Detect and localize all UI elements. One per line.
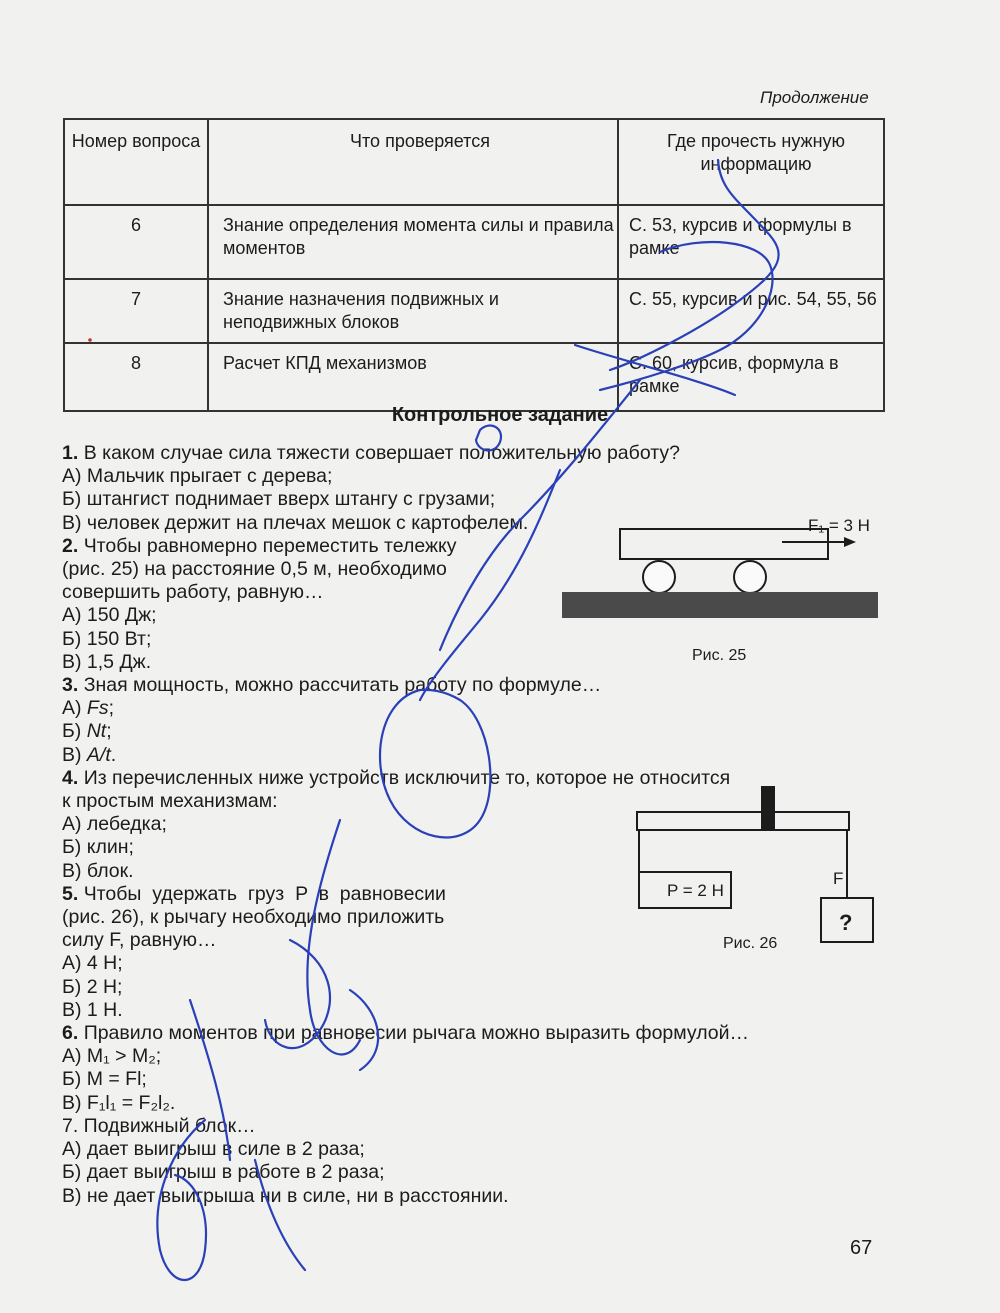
question-text: Чтобы равномерно переместить тележку xyxy=(83,534,457,557)
answer-option xyxy=(62,697,942,720)
answer-option: В) человек держит на плечах мешок с картофелем. xyxy=(62,511,529,534)
answer-option: Б) 150 Вт; xyxy=(62,627,152,650)
formula: Fs xyxy=(86,697,109,720)
formula: A/t xyxy=(86,743,111,766)
weight-label: P = 2 Н xyxy=(667,881,724,900)
row-number: 8 xyxy=(64,343,208,411)
answer-option: А) 4 Н; xyxy=(62,952,123,975)
option-label: В) xyxy=(62,743,87,766)
force-label: F xyxy=(833,869,844,888)
info-table xyxy=(63,118,885,412)
question-number: 3. xyxy=(62,674,79,697)
question-number: 2. xyxy=(62,534,79,557)
table-row xyxy=(64,343,884,411)
question-number: 4. xyxy=(62,766,79,789)
unknown-mark: ? xyxy=(839,910,853,935)
question-text-line: к простым механизмам: xyxy=(62,790,278,813)
continuation-label: Продолжение xyxy=(760,88,869,107)
answer-option xyxy=(62,744,942,767)
row-number: 7 xyxy=(64,279,208,343)
answer-option: А) Мальчик прыгает с дерева; xyxy=(62,465,333,488)
answer-option: Б) дает выигрыш в работе в 2 раза; xyxy=(62,1161,385,1184)
question-text: Зная мощность, можно рассчитать работу по формуле… xyxy=(83,674,602,697)
answer-option: А) 150 Дж; xyxy=(62,604,157,627)
question-text-line: совершить работу, равную… xyxy=(62,581,324,604)
arrow-head xyxy=(844,537,856,547)
question-text: В каком случае сила тяжести совершает положительную работу? xyxy=(83,442,680,464)
answer-option: А) M₁ > M₂; xyxy=(62,1045,162,1068)
answer-option: В) 1 Н. xyxy=(62,998,123,1021)
cart-wheel-right xyxy=(734,561,766,593)
table-header-row xyxy=(64,119,884,205)
row-what: Расчет КПД механизмов xyxy=(208,343,618,411)
figure-26 xyxy=(625,780,875,955)
question-3 xyxy=(62,674,942,697)
question-7: 7. Подвижный блок… xyxy=(62,1114,256,1137)
question-number: 5. xyxy=(62,882,79,905)
question-6 xyxy=(62,1022,942,1045)
row-what: Знание назначения подвижных и неподвижных блоков xyxy=(208,279,618,343)
option-label: Б) xyxy=(62,720,87,743)
figure-caption: Рис. 25 xyxy=(692,647,747,664)
question-number: 1. xyxy=(62,442,79,464)
answer-option: Б) 2 Н; xyxy=(62,975,123,998)
punct: ; xyxy=(106,720,112,743)
question-text: Чтобы удержать груз P в равновесии xyxy=(83,882,446,905)
question-text: Правило моментов при равновесии рычага можно выразить формулой… xyxy=(83,1022,750,1045)
question-text-line: (рис. 25) на расстояние 0,5 м, необходимо xyxy=(62,558,447,581)
question-text-line: (рис. 26), к рычагу необходимо приложить xyxy=(62,906,445,929)
answer-option: Б) клин; xyxy=(62,836,134,859)
figure-25 xyxy=(560,505,890,675)
row-what: Знание определения момента силы и правила моментов xyxy=(208,205,618,279)
answer-option: Б) M = Fl; xyxy=(62,1068,147,1091)
formula: Nt xyxy=(86,720,107,743)
ground-surface xyxy=(562,592,878,618)
answer-option: В) не дает выигрыша ни в силе, ни в расстоянии. xyxy=(62,1184,509,1207)
cart-wheel-left xyxy=(643,561,675,593)
row-where: С. 53, курсив и формулы в рамке xyxy=(618,205,884,279)
question-number: 6. xyxy=(62,1022,79,1045)
answer-option: В) 1,5 Дж. xyxy=(62,650,152,673)
question-1 xyxy=(62,442,942,465)
column-header-where: Где прочесть нужную информацию xyxy=(618,119,884,205)
option-label: А) xyxy=(62,697,87,720)
page-number: 67 xyxy=(850,1237,873,1259)
answer-option: А) дает выигрыш в силе в 2 раза; xyxy=(62,1138,365,1161)
table-row xyxy=(64,205,884,279)
row-where: С. 60, курсив, формула в рамке xyxy=(618,343,884,411)
force-label: F₁ = 3 Н xyxy=(808,516,870,535)
punct: ; xyxy=(108,697,115,720)
answer-option: В) F₁l₁ = F₂l₂. xyxy=(62,1091,176,1114)
answer-option: Б) штангист поднимает вверх штангу с грузами; xyxy=(62,488,496,511)
answer-option: В) блок. xyxy=(62,859,134,882)
pivot-support xyxy=(761,786,775,830)
lever-beam xyxy=(637,812,849,830)
table-row xyxy=(64,279,884,343)
answer-option: А) лебедка; xyxy=(62,813,167,836)
column-header-what: Что проверяется xyxy=(208,119,618,205)
row-number: 6 xyxy=(64,205,208,279)
section-title: Контрольное задание xyxy=(391,404,609,426)
cart-body xyxy=(620,529,828,559)
column-header-number: Номер вопроса xyxy=(64,119,208,205)
figure-caption: Рис. 26 xyxy=(723,935,778,952)
question-text: Из перечисленных ниже устройств исключите то, которое не относится xyxy=(83,766,731,789)
row-where: С. 55, курсив и рис. 54, 55, 56 xyxy=(618,279,884,343)
answer-option xyxy=(62,720,942,743)
question-text-line: силу F, равную… xyxy=(62,929,217,952)
punct: . xyxy=(110,743,117,766)
